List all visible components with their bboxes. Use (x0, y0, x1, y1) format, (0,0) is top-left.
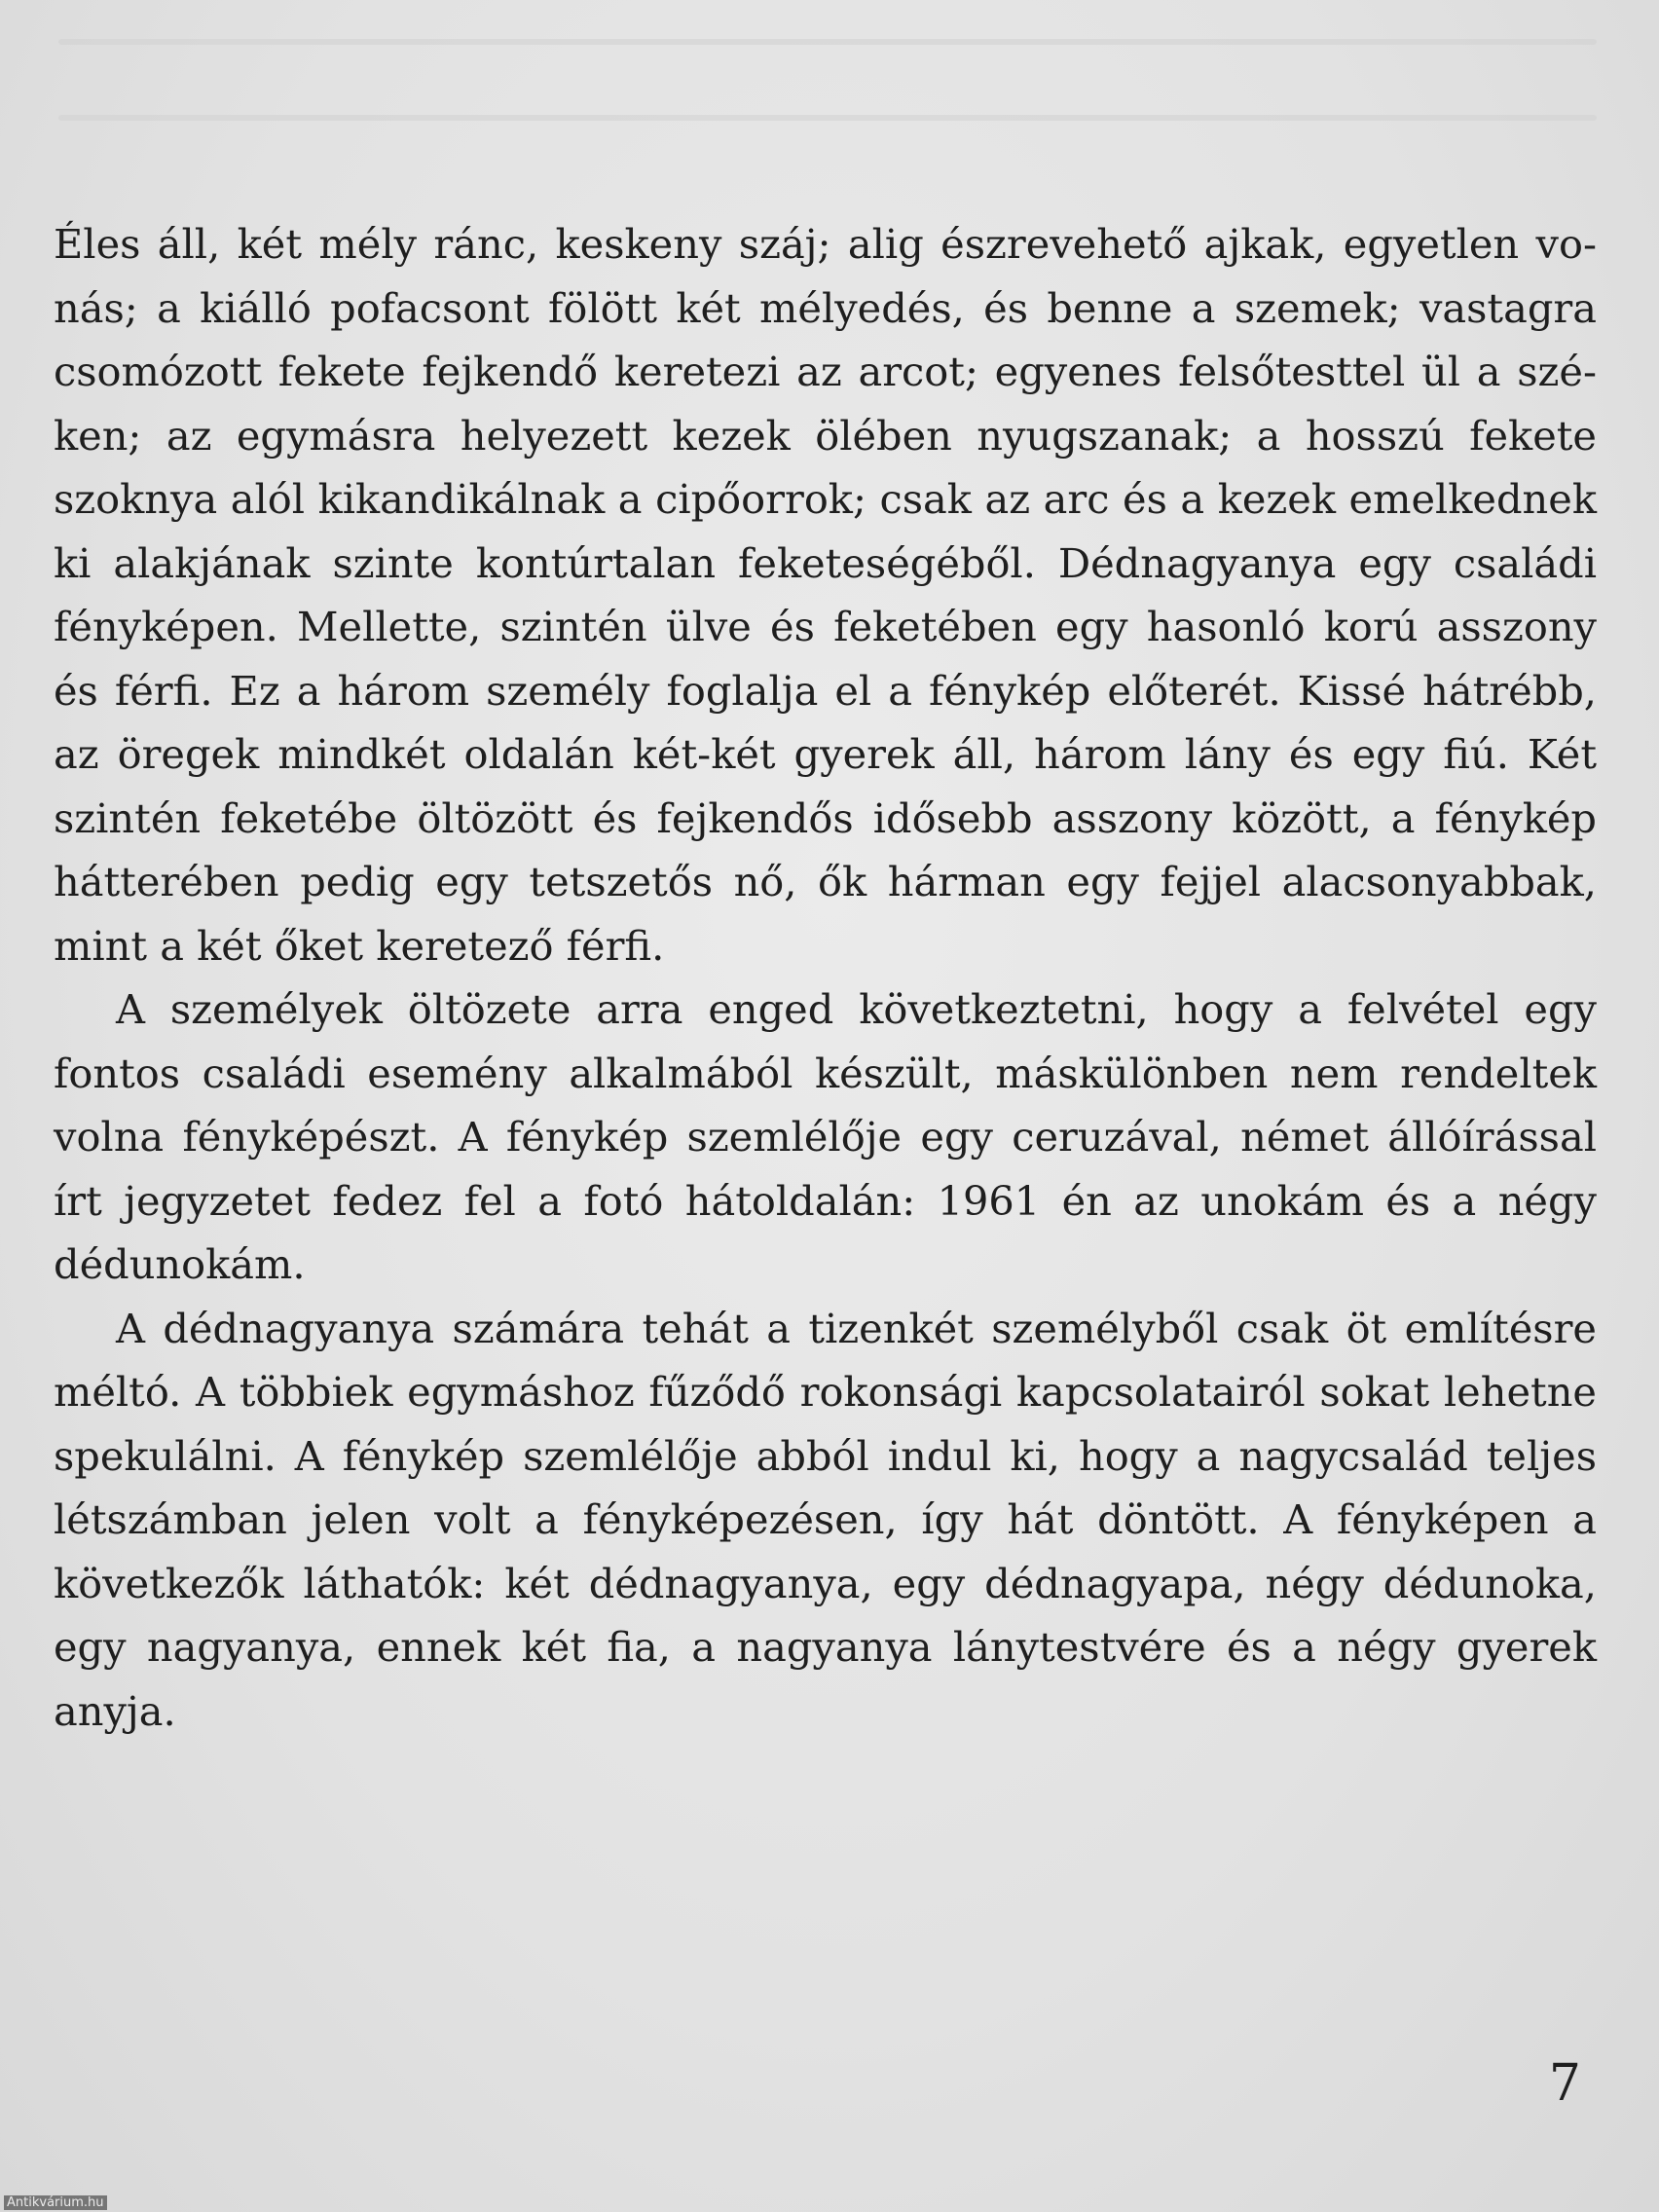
show-through-line (58, 115, 1597, 121)
page-number: 7 (1548, 2054, 1581, 2113)
show-through-line (58, 39, 1597, 45)
paragraph-2: A személyek öltözete arra enged következtetni, hogy a felvétel egy fontos családi esemény alkalmából készült, máskülönben nem rendeltek volna fényképészt. A fénykép szemlélője egy ceruzával, német állóírással írt jegyzetet fedez fel a fotó hátoldalán: 1961 én az unokám és a négy dédunokám. (54, 985, 1597, 1288)
body-text (54, 212, 1597, 1743)
paragraph-3: A dédnagyanya számára tehát a tizenkét személyből csak öt említésre méltó. A többiek egymáshoz fűződő rokonsági kapcsolatairól sokat lehetne spekulálni. A fénykép szemlélője abból indul ki, hogy a nagycsalád teljes létszámban jelen volt a fényképezésen, így hát döntött. A fényképen a következők láthatók: két dédnagyanya, egy dédnagyapa, négy dédunoka, egy nagyanya, ennek két fia, a nagyanya lánytestvére és a négy gyerek anyja. (54, 1304, 1597, 1735)
watermark: Antikvárium.hu (4, 2195, 107, 2210)
paragraph-1: Éles áll, két mély ránc, keskeny száj; alig észrevehető ajkak, egyetlen vonás; a kiálló pofacsont fölött két mélyedés, és benne a szemek; vastagra csomózott fekete fejkendő keretezi az arcot; egyenes felsőtesttel ül a széken; az egymásra helyezett kezek ölében nyugszanak; a hosszú fekete szoknya alól kikandikálnak a cipőorrok; csak az arc és a kezek emelkednek ki alakjának szinte kontúrtalan feketeségéből. Dédnagyanya egy családi fényképen. Mellette, szintén ülve és feketében egy hasonló korú asszony és férfi. Ez a három személy foglalja el a fénykép előterét. Kissé hátrébb, az öregek mindkét oldalán két-két gyerek áll, három lány és egy fiú. Két szintén feketébe öltözött és fejkendős idősebb asszony között, a fénykép hátterében pedig egy tetszetős nő, ők hárman egy fejjel alacsonyabbak, mint a két őket keretező férfi. (54, 220, 1597, 970)
